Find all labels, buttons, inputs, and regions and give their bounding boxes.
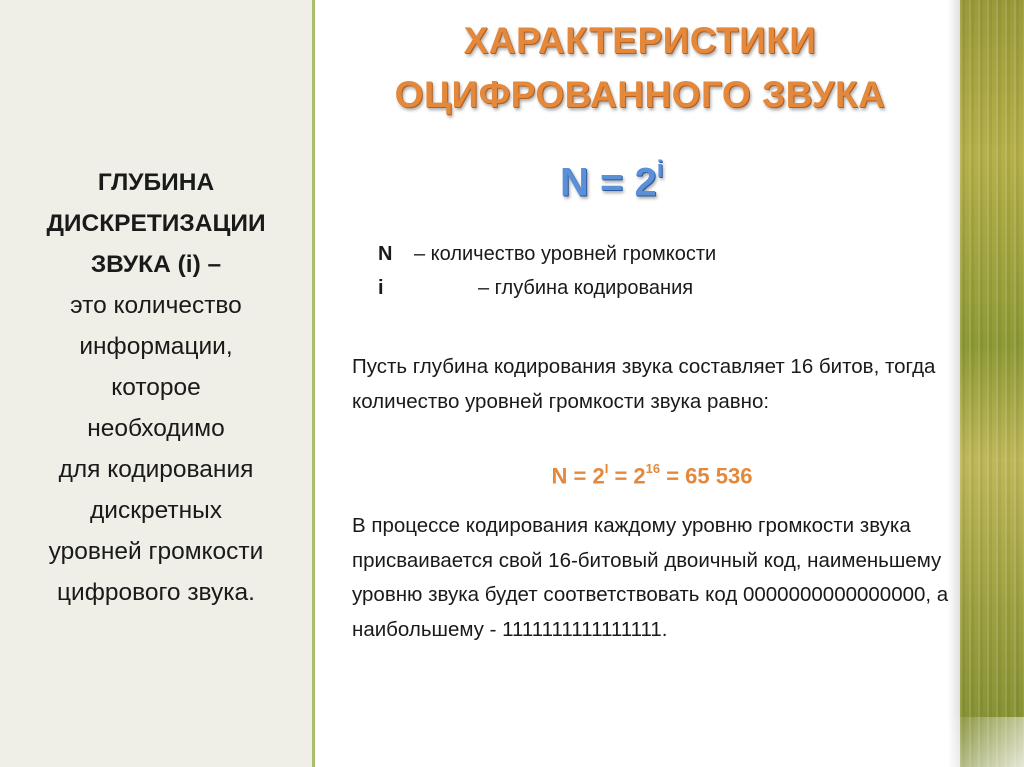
title-line-1: ХАРАКТЕРИСТИКИ — [463, 20, 817, 61]
main-formula — [560, 156, 664, 205]
example-paragraph: Пусть глубина кодирования звука составляет 16 битов, тогда количество уровней громкости звука равно: — [352, 355, 936, 413]
title-line-2: ОЦИФРОВАННОГО ЗВУКА — [394, 74, 886, 115]
legend-n — [378, 240, 716, 268]
definition-term-line: ГЛУБИНА — [97, 169, 215, 196]
definition-term-line: ДИСКРЕТИЗАЦИИ — [46, 210, 266, 237]
panel-divider — [312, 0, 315, 767]
definition-block — [0, 162, 312, 613]
formula-base: N = 2 — [560, 160, 657, 205]
legend-i — [378, 274, 693, 302]
example-formula-part1: N = 2 — [551, 463, 605, 489]
definition-text-line: уровней громкости — [48, 538, 264, 565]
example-formula-part2: = 2 — [608, 463, 646, 489]
decorative-stripe — [960, 0, 1024, 767]
definition-text-line: это количество — [70, 292, 242, 319]
legend-n-symbol: N — [378, 243, 393, 265]
legend-n-text: – количество уровней громкости — [414, 243, 717, 265]
definition-text-line: дискретных — [90, 497, 222, 524]
definition-text-line: информации, — [79, 333, 233, 360]
example-formula-exp1: I — [604, 461, 609, 476]
formula-exponent: i — [656, 156, 664, 183]
coding-paragraph: В процессе кодирования каждому уровню громкости звука присваивается свой 16-битовый двоичный код, наименьшему уровню звука будет соответствовать код 0000000000000000, а наибольшему - 1111111111111111. — [352, 514, 949, 641]
example-formula-exp2: 16 — [645, 461, 661, 476]
example-formula-part3: = 65 536 — [660, 463, 753, 489]
slide-corner — [944, 717, 1024, 767]
slide-title — [330, 14, 950, 122]
definition-term-line: ЗВУКА (i) – — [90, 251, 222, 278]
definition-text-line: для кодирования — [58, 456, 254, 483]
definition-text-line: цифрового звука. — [57, 579, 255, 606]
definition-text-line: необходимо — [87, 415, 225, 442]
stripe-shadow — [948, 0, 960, 767]
legend-i-text: – глубина кодирования — [478, 277, 694, 299]
definition-text-line: которое — [111, 374, 201, 401]
legend-i-symbol: i — [378, 277, 384, 299]
example-formula — [352, 463, 952, 489]
